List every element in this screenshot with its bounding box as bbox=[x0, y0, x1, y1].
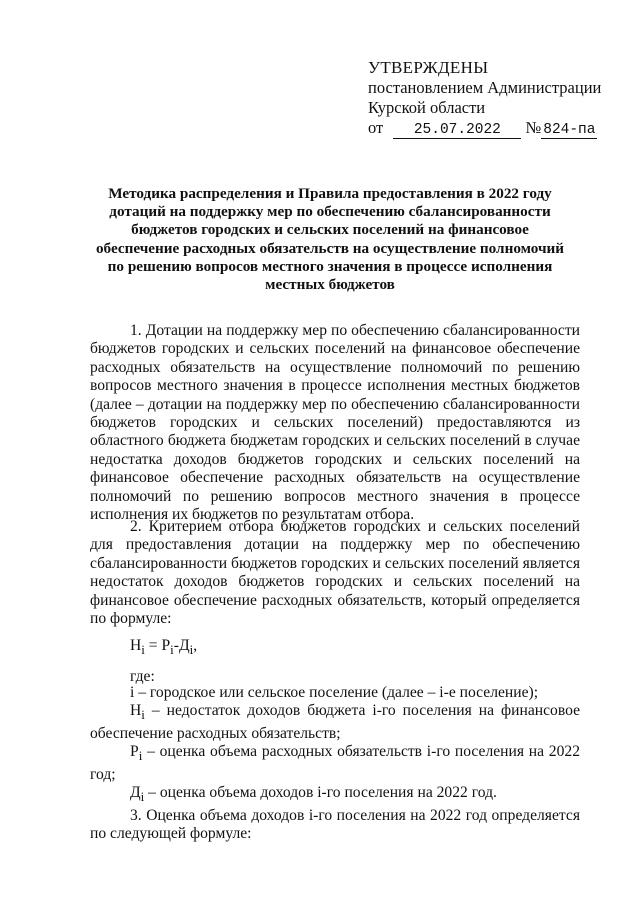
paragraph-1: 1. Дотации на поддержку мер по обеспечению сбалансированности бюджетов городских и сельских поселений на финансовое обеспечение расходных обязательств на осуществление полномочий по решению вопросов местного значения в процессе исполнения местных бюджетов (далее – дотации на поддержку мер по обеспечению сбалансированности бюджетов городских и сельских поселений) предоставляются из областного бюджета бюджетам городских и сельских поселений в случае недостатка доходов бюджетов городских и сельских поселений на финансовое обеспечение расходных обязательств на осуществление полномочий по решению вопросов местного значения в процессе исполнения их бюджетов по результатам отбора. bbox=[90, 322, 580, 524]
date-prefix: от bbox=[368, 118, 384, 137]
definition-i: i – городское или сельское поселение (далее – i-е поселение); bbox=[130, 684, 539, 701]
definition-d: $Д_i$ – оценка объема доходов i-го поселения на 2022 год. bbox=[130, 784, 497, 805]
definition-p: $Р_i$ – оценка объема расходных обязательств i-го поселения на 2022 год; bbox=[90, 743, 580, 783]
definition-h: $Н_i$ – недостаток доходов бюджета i-го поселения на финансовое обеспечение расходных обязательств; bbox=[90, 702, 580, 742]
formula-sub-3: i bbox=[189, 642, 194, 658]
paragraph-2: 2. Критерием отбора бюджетов городских и сельских поселений для предоставления дотации на поддержку мер по обеспечению сбалансированности бюджетов городских и сельских поселений является недостаток доходов бюджетов городских и сельских поселений на финансовое обеспечение расходных обязательств, который определяется по формуле: bbox=[90, 518, 580, 628]
paragraph-1-block bbox=[90, 322, 580, 524]
formula-line bbox=[130, 637, 197, 658]
number-prefix: № bbox=[525, 118, 542, 137]
approval-title: УТВЕРЖДЕНЫ bbox=[368, 58, 489, 77]
approval-line-2: Курской области bbox=[368, 98, 486, 117]
formula-h: Н bbox=[130, 637, 142, 654]
approval-stamp bbox=[368, 58, 601, 139]
formula-minus: -Д bbox=[173, 637, 190, 654]
formula-sub-2: i bbox=[170, 642, 174, 658]
formula-end: , bbox=[193, 637, 198, 654]
formula-sub-1: i bbox=[141, 642, 145, 658]
paragraph-2-block bbox=[90, 518, 580, 628]
document-title: Методика распределения и Правила предоставления в 2022 году дотаций на поддержку мер по обеспечению сбалансированности бюджетов городских и сельских поселений на финансовое обеспечение расходных обязательств на осуществление полномочий по решению вопросов местного значения в процессе исполнения местных бюджетов bbox=[95, 185, 565, 294]
paragraph-3: 3. Оценка объема доходов i-го поселения на 2022 год определяется по следующей формуле: bbox=[90, 806, 580, 843]
where-label: где: bbox=[130, 668, 155, 685]
approval-line-1: постановлением Администрации bbox=[368, 78, 602, 97]
approval-date: 25.07.2022 bbox=[393, 122, 521, 139]
approval-number: 824-па bbox=[543, 122, 596, 138]
definitions-block bbox=[90, 684, 580, 844]
approval-date-row bbox=[368, 118, 601, 139]
formula-eq: = Р bbox=[144, 637, 171, 654]
